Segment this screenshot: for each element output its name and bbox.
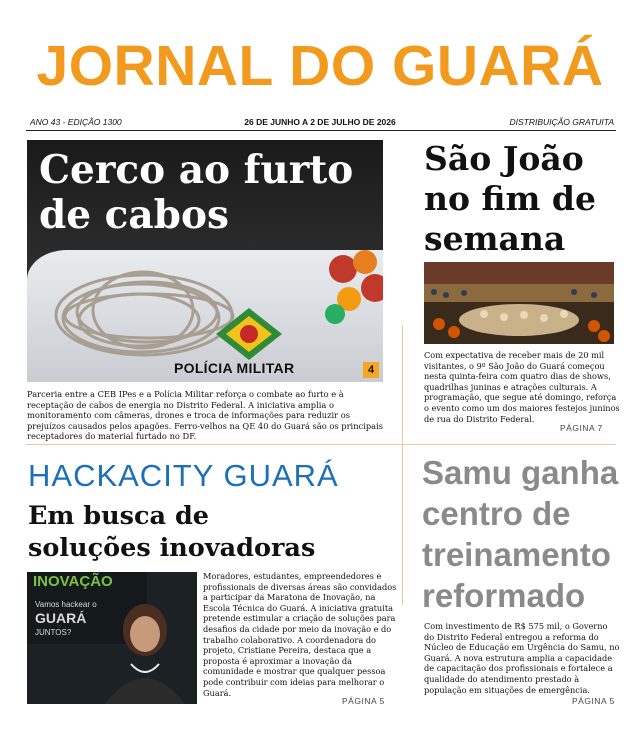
lead-page-number: 4 [363, 362, 379, 378]
police-badge-icon [212, 306, 286, 362]
edition-info: ANO 43 - EDIÇÃO 1300 [30, 117, 122, 127]
edition-dates: 26 DE JUNHO A 2 DE JULHO DE 2026 [244, 117, 396, 127]
samu-text: Com investimento de R$ 575 mil, o Governo do Distrito Federal entregou a reforma do Núcleo de Educação em Urgência do Samu, no Guará. A nova estrutura amplia a capacidade de capacitação dos profissionais e fortalece a qualidade do atendimento prestado à população em situações de emergência. [424, 621, 620, 695]
coordinator-photo [27, 572, 197, 704]
lead-headline [39, 148, 353, 238]
police-label: POLÍCIA MILITAR [174, 360, 295, 376]
saojoao-page-ref: PÁGINA 7 [560, 423, 603, 433]
section-divider [26, 444, 616, 445]
screen-juntos: JUNTOS? [35, 628, 72, 637]
screen-subtitle: Vamos hackear o [35, 600, 97, 609]
lead-headline-line: de cabos [39, 192, 229, 238]
hackacity-headline [28, 500, 398, 564]
saojoao-headline-line: semana [424, 219, 566, 258]
lead-photo [27, 140, 383, 382]
masthead-title: JORNAL DO GUARÁ [36, 34, 604, 98]
samu-headline-line: reformado [422, 577, 586, 614]
screen-title: INOVAÇÃO [33, 573, 113, 590]
saojoao-headline-line: no fim de [424, 179, 596, 218]
hackacity-kicker: HACKACITY GUARÁ [28, 458, 339, 493]
samu-headline-line: centro de [422, 495, 571, 532]
samu-headline [422, 452, 622, 616]
distribution-info: DISTRIBUIÇÃO GRATUITA [509, 117, 614, 127]
samu-headline-line: Samu ganha [422, 454, 619, 491]
screen-guara: GUARÁ [35, 610, 87, 626]
flowers-image [323, 244, 383, 334]
samu-page-ref: PÁGINA 5 [572, 696, 615, 706]
cable-coil-image [49, 260, 239, 370]
hackacity-page-ref: PÁGINA 5 [342, 696, 385, 706]
saojoao-text: Com expectativa de receber mais de 20 mil visitantes, o 9º São João do Guará começou nesta quinta-feira com quatro dias de shows, quadrilhas juninas e atrações culturais. A programação, que segue até domingo, reforça o evento como um dos maiores festejos juninos de rua do Distrito Federal. [424, 350, 620, 424]
column-divider [402, 325, 403, 605]
hackacity-text: Moradores, estudantes, empreendedores e profissionais de diversas áreas são convidados a participar da Maratona de Inovação, na Escola Técnica do Guará. A iniciativa gratuita pretende estimular a criação de soluções para desafios da cidade por meio da inovação e do trabalho colaborativo. A coordenadora do projeto, Cristiane Pereira, destaca que a proposta é aproximar a inovação da comunidade e mostrar que qualquer pessoa pode contribuir com ideias para melhorar o Guará. [203, 571, 397, 698]
hackacity-headline-line: Em busca de [28, 501, 210, 531]
lead-headline-line: Cerco ao furto [39, 147, 354, 193]
saojoao-headline [424, 139, 624, 259]
festival-photo [424, 262, 614, 344]
hackacity-headline-line: soluções inovadoras [28, 533, 316, 563]
lead-caption: Parceria entre a CEB IPes e a Polícia Militar reforça o combate ao furto e à receptação de cabos de energia no Distrito Federal. A iniciativa amplia o monitoramento com câmeras, drones e troca de informações para reduzir os prejuízos causados pelos apagões. Ferro-velhos na QE 40 do Guará são os principais receptadores do material furtado no DF. [27, 389, 384, 442]
header-rule [26, 130, 616, 131]
saojoao-headline-line: São João [424, 139, 584, 178]
samu-headline-line: treinamento [422, 536, 611, 573]
